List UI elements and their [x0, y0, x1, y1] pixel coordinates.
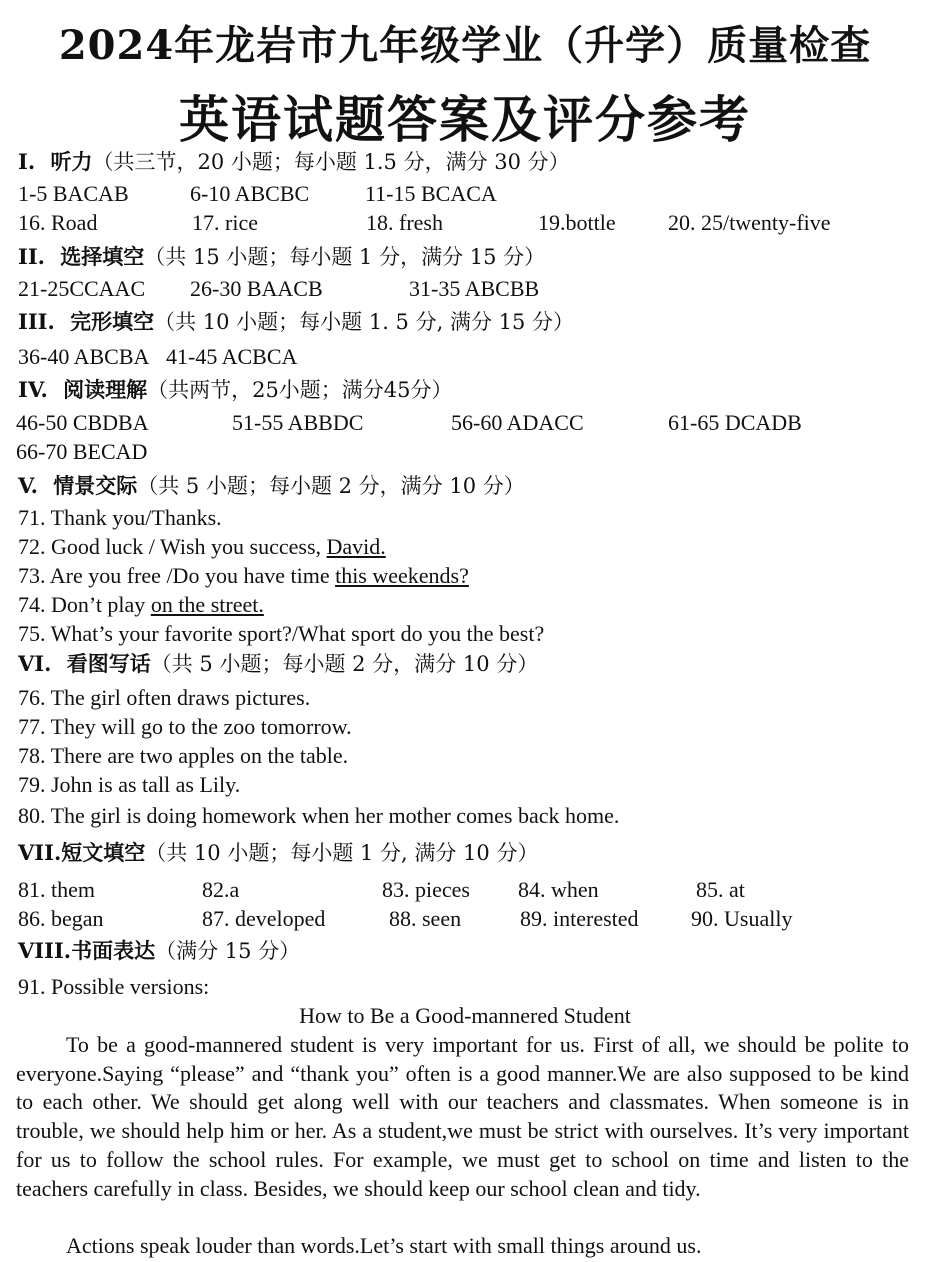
essay-title: How to Be a Good-mannered Student — [299, 1003, 631, 1028]
answer-20: 20. 25/twenty-five — [668, 210, 831, 235]
section-1-heading — [18, 148, 570, 176]
answer-89: 89. interested — [520, 906, 639, 931]
answer-11-15: 11-15 BCACA — [365, 181, 497, 206]
answer-81: 81. them — [18, 877, 95, 902]
section-3-heading — [18, 308, 574, 336]
section-name: 完形填空 — [70, 309, 155, 334]
answer-19: 19.bottle — [538, 210, 616, 235]
section-name: 短文填空 — [61, 840, 146, 865]
answer-26-30: 26-30 BAACB — [190, 276, 323, 301]
section-number: III. — [18, 309, 55, 334]
section-description: （共 5 小题；每小题 2 分，满分 10 分） — [137, 474, 525, 498]
section-number: I. — [18, 149, 36, 174]
section-7-heading — [18, 839, 538, 867]
section-name: 书面表达 — [71, 938, 156, 963]
answer-84: 84. when — [518, 877, 599, 902]
section-number: V. — [18, 473, 38, 498]
answer-77: 77. They will go to the zoo tomorrow. — [18, 714, 352, 739]
answer-17: 17. rice — [192, 210, 258, 235]
section-8-heading — [18, 937, 300, 965]
section-name: 看图写话 — [66, 651, 151, 676]
section-2-heading — [18, 243, 545, 271]
answer-86: 86. began — [18, 906, 104, 931]
section-description: （共 5 小题；每小题 2 分，满分 10 分） — [150, 652, 539, 676]
section-6-heading — [18, 650, 538, 678]
section-4-heading — [18, 376, 453, 404]
answer-79: 79. John is as tall as Lily. — [18, 772, 241, 797]
section-description: （共两节，25小题；满分45分） — [147, 378, 453, 402]
underlined-answer: this weekends? — [335, 563, 469, 588]
answer-16: 16. Road — [18, 210, 98, 235]
answer-36-40: 36-40 ABCBA — [18, 344, 150, 369]
essay-paragraph-1: To be a good-mannered student is very important for us. First of all, we should be polite to everyone.Saying “please” and “thank you” often is a good manner.We are also supposed to be kind to each other. We should get along well with our teachers and classmates. When someone is in trouble, we should help him or her. As a student,we must be strict with ourselves. It’s very important for us to follow the school rules. For example, we must get to school on time and listen to the teachers carefully in class. Besides, we should keep our school clean and tidy. — [16, 1032, 909, 1201]
answer-1-5: 1-5 BACAB — [18, 181, 129, 206]
answer-61-65: 61-65 DCADB — [668, 410, 802, 435]
answer-80: 80. The girl is doing homework when her mother comes back home. — [18, 803, 620, 828]
section-number: VII. — [18, 840, 62, 865]
section-5-heading — [18, 472, 525, 500]
answer-51-55: 51-55 ABBDC — [232, 410, 364, 435]
answer-73 — [18, 562, 469, 590]
answer-87: 87. developed — [202, 906, 326, 931]
section-name: 听力 — [50, 149, 93, 174]
section-name: 阅读理解 — [63, 377, 148, 402]
page-subtitle: 英语试题答案及评分参考 — [179, 90, 751, 149]
answer-71: 71. Thank you/Thanks. — [18, 505, 222, 530]
underlined-answer: on the street. — [150, 592, 264, 617]
answer-85: 85. at — [696, 877, 745, 902]
answer-text: 73. Are you free /Do you have time — [18, 563, 336, 588]
page-title: 2024年龙岩市九年级学业（升学）质量检查 — [58, 22, 872, 69]
answer-78: 78. There are two apples on the table. — [18, 743, 349, 768]
answer-82: 82.a — [202, 877, 240, 902]
answer-88: 88. seen — [389, 906, 462, 931]
answer-66-70: 66-70 BECAD — [16, 439, 148, 464]
section-number: VIII. — [18, 938, 72, 963]
section-number: VI. — [18, 651, 52, 676]
answer-83: 83. pieces — [382, 877, 470, 902]
section-number: II. — [18, 244, 45, 269]
section-number: IV. — [18, 377, 48, 402]
answer-76: 76. The girl often draws pictures. — [18, 685, 311, 710]
section-name: 选择填空 — [60, 244, 145, 269]
answer-21-25: 21-25CCAAC — [18, 276, 146, 301]
answer-91-label: 91. Possible versions: — [18, 974, 210, 999]
answer-31-35: 31-35 ABCBB — [409, 276, 540, 301]
answer-18: 18. fresh — [366, 210, 443, 235]
essay-paragraph-2: Actions speak louder than words.Let’s start with small things around us. — [66, 1233, 702, 1258]
answer-text: 74. Don’t play — [18, 592, 151, 617]
section-description: （共 15 小题；每小题 1 分，满分 15 分） — [144, 245, 546, 269]
section-description: （共 10 小题；每小题 1. 5 分, 满分 15 分） — [154, 310, 575, 334]
answer-46-50: 46-50 CBDBA — [16, 410, 149, 435]
answer-text: 72. Good luck / Wish you success, — [18, 534, 327, 559]
answer-75: 75. What’s your favorite sport?/What sport do you the best? — [18, 621, 545, 646]
answer-74 — [18, 591, 264, 619]
answer-72 — [18, 533, 386, 561]
answer-6-10: 6-10 ABCBC — [190, 181, 310, 206]
section-name: 情景交际 — [53, 473, 138, 498]
answer-90: 90. Usually — [691, 906, 793, 931]
underlined-answer: David. — [326, 534, 386, 559]
section-description: （共三节，20 小题；每小题 1.5 分，满分 30 分） — [92, 150, 570, 174]
answer-56-60: 56-60 ADACC — [451, 410, 584, 435]
answer-41-45: 41-45 ACBCA — [166, 344, 298, 369]
section-description: （满分 15 分） — [155, 939, 301, 963]
section-description: （共 10 小题；每小题 1 分, 满分 10 分） — [145, 841, 539, 865]
